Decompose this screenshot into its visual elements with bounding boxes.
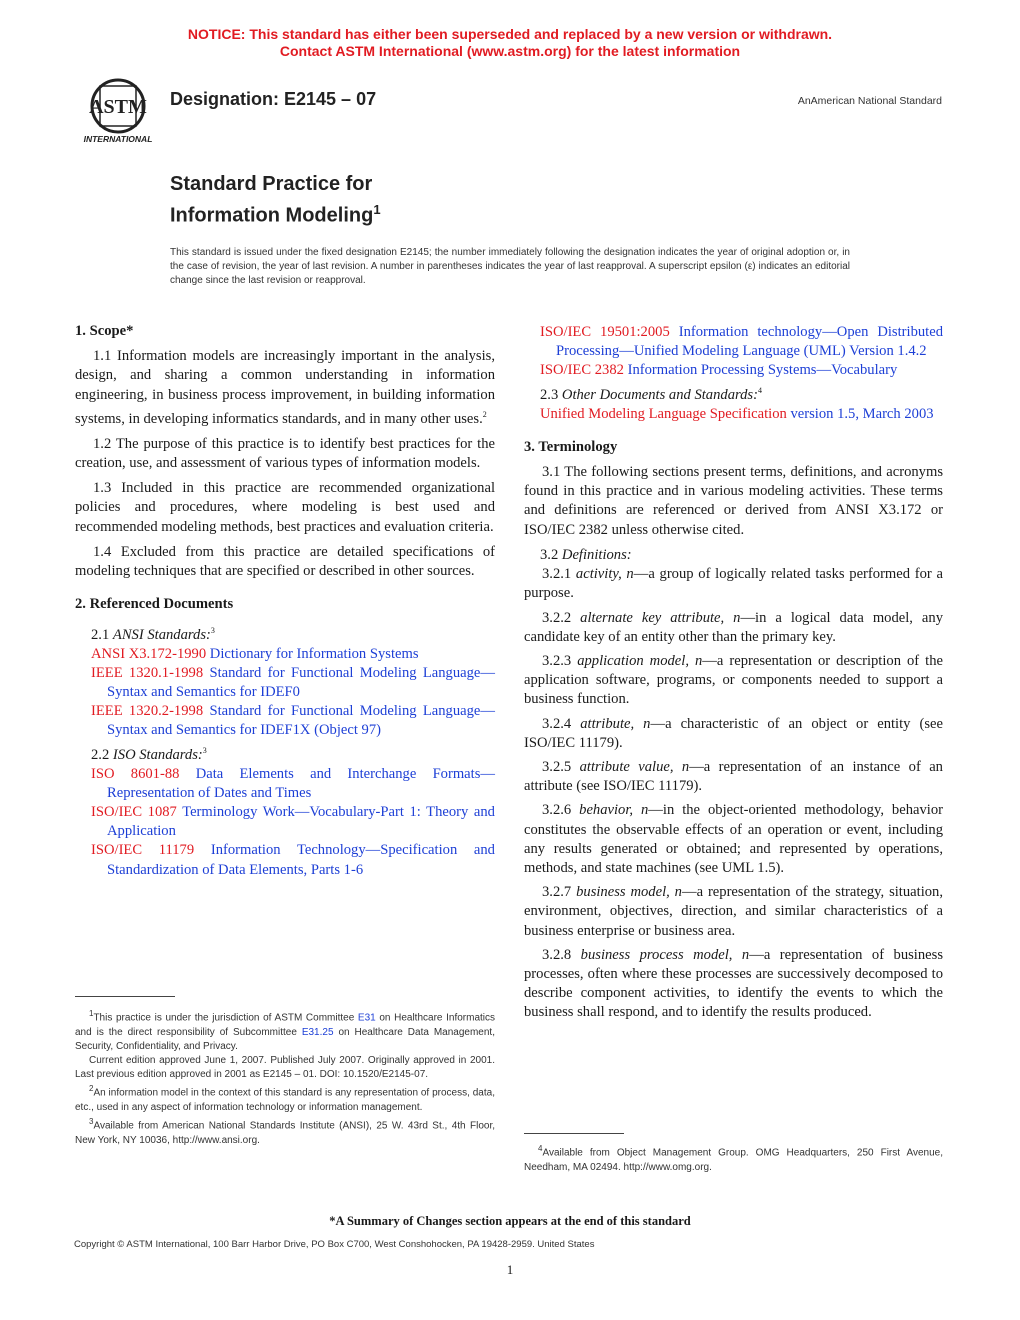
section-1-4: 1.4 Excluded from this practice are detailed specifications of modeling techniques that are specified or described in other sources.	[75, 543, 495, 580]
definition-item	[524, 801, 943, 878]
definition-term: activity, n	[575, 566, 634, 583]
definition-item	[524, 715, 943, 753]
definition-item	[524, 883, 943, 941]
section-1-3: 1.3 Included in this practice are recommended organizational policies and procedures, where modeling is best used and recommended modeling methods, best practices and evaluation criteria.	[75, 480, 495, 535]
reference-title[interactable]: version 1.5, March 2003	[790, 405, 934, 422]
reference-item[interactable]	[75, 645, 495, 664]
iso-reference-list	[75, 765, 495, 880]
designation: Designation: E2145 – 07	[170, 89, 377, 109]
notice-line-1: NOTICE: This standard has either been superseded and replaced by a new version or withdrawn.	[187, 26, 833, 42]
section-2-3: 2.3 Other Documents and Standards:$^4$	[540, 385, 762, 403]
reference-item[interactable]	[524, 405, 943, 424]
reference-title[interactable]: Terminology Work—Vocabulary-Part 1: Theory and Application	[107, 804, 495, 840]
section-3-1: 3.1 The following sections present terms, definitions, and acronyms found in this practice and in various modeling activities. These terms and definitions are referenced or derived from ANSI X3.172 or ISO/IEC 2382 unless otherwise cited.	[524, 464, 943, 538]
definition-text: —a representation or description of the application software, programs, or components needed to support a business function.	[524, 652, 943, 708]
footnote-2: $^2$An information model in the context of this standard is any representation of process, data, etc., used in any aspect of information technology or information management.	[75, 1084, 495, 1113]
definition-text: —a group of logically related tasks performed for a purpose.	[524, 566, 943, 602]
right-column	[524, 323, 943, 1028]
footnote-rule-right	[524, 1133, 624, 1134]
definition-item	[524, 758, 943, 796]
definition-text: —a representation of the strategy, situation, environment, objectives, direction, and similar characteristics of a business enterprise or business area.	[524, 884, 943, 939]
definition-term: behavior, n	[579, 802, 649, 819]
reference-title[interactable]: Information technology—Open Distributed Processing—Unified Modeling Language (UML) Version 1.4.2	[556, 324, 944, 360]
reference-title[interactable]: Information Processing Systems—Vocabulary	[627, 362, 898, 379]
reference-code[interactable]: ISO/IEC 11179	[91, 842, 195, 859]
committee-link[interactable]: E31	[357, 1012, 376, 1024]
definition-number: 3.2.4	[542, 715, 572, 732]
footnotes-left	[75, 1007, 495, 1148]
definition-number: 3.2.2	[542, 609, 572, 626]
definition-number: 3.2.1	[542, 566, 572, 583]
reference-code[interactable]: IEEE 1320.2-1998	[91, 703, 204, 720]
footnote-1: $^1$This practice is under the jurisdiction of ASTM Committee E31 on Healthcare Informatics and is the direct responsibility of Subcommittee E31.25 on Healthcare Data Management, Security, Confidentiality, and Privacy.	[75, 1009, 496, 1052]
definition-item	[524, 609, 943, 647]
copyright: Copyright © ASTM International, 100 Barr Harbor Drive, PO Box C700, West Conshohocken, PA 19428-2959. United States	[74, 1239, 595, 1250]
definition-term: attribute, n	[580, 715, 651, 732]
reference-item[interactable]	[524, 361, 943, 380]
reference-title[interactable]: Standard for Functional Modeling Language—Syntax and Semantics for IDEF0	[107, 664, 495, 700]
section-1-1: 1.1 Information models are increasingly important in the analysis, design, and sharing a common understanding in information engineering, in business process improvement, in building information systems, in developing informatics standards, and in many other uses.$^2$	[75, 348, 495, 427]
subcommittee-link[interactable]: E31.25	[301, 1026, 334, 1038]
reference-item[interactable]	[75, 664, 495, 702]
notice-line-2: Contact ASTM International (www.astm.org) for the latest information	[279, 43, 741, 59]
astm-logo	[74, 76, 162, 146]
other-reference-list	[524, 405, 943, 424]
page-number: 1	[506, 1262, 514, 1277]
reference-item[interactable]	[75, 841, 495, 879]
reference-code[interactable]: ISO/IEC 19501:2005	[540, 324, 670, 340]
reference-title[interactable]: Information Technology—Specification and Standardization of Data Elements, Parts 1-6	[107, 842, 495, 878]
definition-number: 3.2.3	[542, 652, 572, 669]
definition-term: application model, n	[577, 652, 703, 669]
reference-code[interactable]: ISO/IEC 1087	[91, 804, 177, 821]
scope-heading: 1. Scope*	[75, 323, 134, 339]
definition-item	[524, 565, 943, 603]
reference-title[interactable]: Data Elements and Interchange Formats—Representation of Dates and Times	[107, 765, 495, 801]
definition-term: attribute value, n	[579, 758, 690, 775]
definition-text: —a characteristic of an object or entity (see ISO/IEC 11179).	[524, 715, 943, 751]
section-2-2: 2.2 ISO Standards:$^3$	[91, 745, 207, 763]
definition-number: 3.2.5	[542, 758, 572, 775]
footnote-edition: Current edition approved June 1, 2007. Published July 2007. Originally approved in 2001. Last previous edition approved in 2001 as E2145 – 01. DOI: 10.1520/E2145-07.	[75, 1054, 495, 1081]
reference-code[interactable]: ISO 8601-88	[91, 765, 180, 782]
reference-title[interactable]: Dictionary for Information Systems	[209, 645, 419, 662]
definitions-list	[524, 565, 943, 1022]
summary-note: *A Summary of Changes section appears at the end of this standard	[329, 1214, 691, 1228]
logo-subtext: INTERNATIONAL	[83, 134, 153, 144]
refdocs-heading: 2. Referenced Documents	[75, 596, 234, 613]
national-standard-label: AnAmerican National Standard	[797, 95, 942, 107]
definition-text: —in a logical data model, any candidate key of an entity other than the primary key.	[524, 609, 943, 645]
definition-text: —in the object-oriented methodology, behavior constitutes the observable effects of an operation or event, including any results generated or obtained; and represented by operations, methods, and state machines (see UML 1.5).	[524, 802, 943, 876]
section-2-1: 2.1 ANSI Standards:$^3$	[91, 625, 215, 643]
section-1-2: 1.2 The purpose of this practice is to identify best practices for the creation, use, and assessment of various types of information models.	[75, 435, 495, 472]
footnote-rule	[75, 996, 175, 997]
title-line-2: Information Modeling$^1$	[170, 202, 381, 227]
reference-title[interactable]: Standard for Functional Modeling Language—Syntax and Semantics for IDEF1X (Object 97)	[107, 703, 495, 739]
definition-number: 3.2.7	[542, 884, 572, 901]
definition-text: —a representation of business processes, often where these processes are successively decomposed to describe component activities, to identify the events to which the business shall respond, and to identify the results produced.	[524, 946, 943, 1021]
title-line-1: Standard Practice for	[170, 173, 373, 195]
issued-note: This standard is issued under the fixed designation E2145; the number immediately following the designation indicates the year of original adoption or, in the case of revision, the year of last revision. A number in parentheses indicates the year of last reapproval. A superscript epsilon (ε) indicates an editorial change since the last revision or reapproval.	[170, 247, 850, 286]
footnote-3: $^3$Available from American National Standards Institute (ANSI), 25 W. 43rd St., 4th Floor, New York, NY 10036, http://www.ansi.org.	[75, 1117, 495, 1146]
reference-code[interactable]: ISO/IEC 2382	[540, 362, 624, 379]
definition-number: 3.2.8	[542, 946, 572, 963]
iso-reference-list-continued	[524, 323, 943, 381]
reference-item[interactable]	[75, 765, 495, 803]
reference-item[interactable]	[524, 323, 943, 361]
definition-item	[524, 652, 943, 710]
left-column	[75, 322, 495, 880]
definition-term: business model, n	[576, 884, 682, 901]
definition-item	[524, 946, 943, 1023]
definition-term: business process model, n	[580, 946, 750, 963]
reference-code[interactable]: IEEE 1320.1-1998	[91, 664, 204, 681]
footnote-4: $^4$Available from Object Management Group. OMG Headquarters, 250 First Avenue, Needham, MA 02494. http://www.omg.org.	[524, 1144, 943, 1173]
reference-code[interactable]: ANSI X3.172-1990	[91, 645, 207, 662]
definition-term: alternate key attribute, n	[580, 609, 741, 626]
definition-number: 3.2.6	[542, 802, 572, 819]
definition-text: —a representation of an instance of an attribute (see ISO/IEC 11179).	[524, 758, 943, 795]
terminology-heading: 3. Terminology	[524, 438, 618, 455]
section-3-2: 3.2 Definitions:	[540, 546, 632, 563]
logo-text: ASTM	[89, 96, 147, 118]
reference-code[interactable]: Unified Modeling Language Specification	[540, 405, 787, 422]
reference-item[interactable]	[75, 702, 495, 740]
reference-item[interactable]	[75, 803, 495, 841]
ansi-reference-list	[75, 645, 495, 741]
